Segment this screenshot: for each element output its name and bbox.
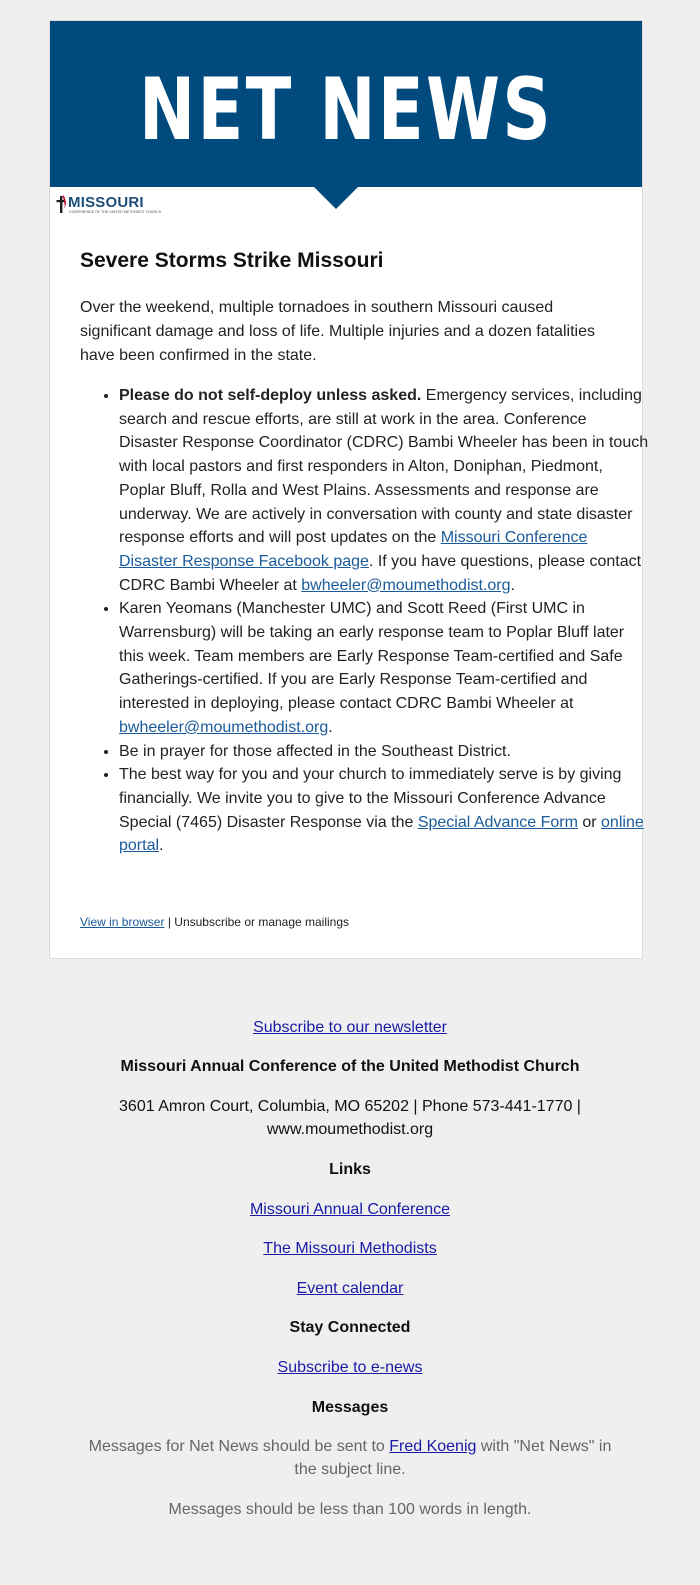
links-heading: Links — [329, 1161, 371, 1178]
cross-flame-icon — [56, 194, 67, 214]
logo-wordmark: MISSOURI — [68, 194, 144, 211]
fred-koenig-link[interactable]: Fred Koenig — [389, 1438, 477, 1455]
messages-text: with "Net News" in the subject line. — [294, 1438, 612, 1478]
bullet-text: Karen Yeomans (Manchester UMC) and Scott Reed (First UMC in Warrensburg) will be taking an early response team to Poplar Bluff later this week. Team members are Early Response Team-certified and Safe Gatherings-certified. If you are Early Response Team-certified and interested in deploying, please contact CDRC Bambi Wheeler at — [119, 600, 625, 713]
org-address: 3601 Amron Court, Columbia, MO 65202 | Phone 573-441-1770 | www.moumethodist.org — [119, 1098, 581, 1138]
separator: | — [164, 915, 175, 929]
bullet-text: . — [328, 718, 333, 736]
messages-text: Messages for Net News should be sent to — [88, 1438, 390, 1455]
mailing-links — [80, 915, 349, 929]
bullet-text: . If you have questions, please contact CDRC Bambi Wheeler at — [119, 552, 642, 594]
messages-heading: Messages — [311, 1399, 389, 1416]
online-portal-link[interactable]: online portal — [119, 813, 644, 855]
email-link[interactable]: bwheeler@moumethodist.org — [119, 718, 329, 736]
banner-title: NET NEWS — [138, 60, 554, 160]
bullet-text: Be in prayer for those affected in the Southeast District. — [119, 742, 511, 760]
header-banner — [50, 21, 642, 187]
article-headline: Severe Storms Strike Missouri — [80, 249, 384, 272]
bullet-text: or — [577, 813, 602, 831]
banner-notch — [313, 186, 359, 209]
list-item — [119, 597, 649, 739]
newsletter-card — [49, 20, 649, 959]
missouri-methodists-link[interactable]: The Missouri Methodists — [263, 1240, 437, 1257]
bullet-text: The best way for you and your church to immediately serve is by giving financially. We invite you to give to the Missouri Conference Advance Special (7465) Disaster Response via the — [119, 766, 622, 831]
facebook-page-link[interactable]: Missouri Conference Disaster Response Facebook page — [119, 529, 588, 570]
conference-logo — [56, 193, 162, 217]
annual-conference-link[interactable]: Missouri Annual Conference — [249, 1201, 451, 1218]
subscribe-newsletter-link[interactable]: Subscribe to our newsletter — [253, 1019, 447, 1036]
bullet-text: . — [510, 576, 515, 594]
logo-subtitle: CONFERENCE OF THE UNITED METHODIST CHURCH — [69, 210, 162, 214]
org-name: Missouri Annual Conference of the United Methodist Church — [120, 1058, 580, 1075]
bullet-bold-notice: Please do not self-deploy unless asked. — [119, 387, 422, 404]
list-item — [119, 763, 649, 858]
bullet-text: Emergency services, including search and rescue efforts, are still at work in the area. Conference Disaster Response Coordinator (CDRC) Bambi Wheeler has been in touch with local pastors and first responders in Alton, Doniphan, Piedmont, Poplar Bluff, Rolla and West Plains. Assessments and response are underway. We are actively in conversation with county and state disaster response efforts and will post updates on the — [119, 387, 649, 547]
view-in-browser-link[interactable]: View in browser — [80, 915, 165, 929]
bullet-text: . — [159, 837, 164, 855]
special-advance-form-link[interactable]: Special Advance Form — [417, 813, 578, 831]
messages-instructions — [0, 1435, 700, 1481]
article-bullets — [80, 384, 649, 858]
unsubscribe-link[interactable]: Unsubscribe or manage mailings — [174, 915, 350, 929]
list-item — [119, 384, 649, 597]
messages-length-note: Messages should be less than 100 words in length. — [168, 1501, 532, 1518]
stay-connected-heading: Stay Connected — [289, 1319, 411, 1336]
article-intro: Over the weekend, multiple tornadoes in southern Missouri caused significant damage and loss of life. Multiple injuries and a dozen fatalities have been confirmed in the state. — [80, 299, 595, 364]
subscribe-enews-link[interactable]: Subscribe to e-news — [277, 1359, 423, 1376]
email-link[interactable]: bwheeler@moumethodist.org — [301, 576, 511, 594]
list-item — [119, 740, 649, 764]
event-calendar-link[interactable]: Event calendar — [296, 1280, 404, 1297]
